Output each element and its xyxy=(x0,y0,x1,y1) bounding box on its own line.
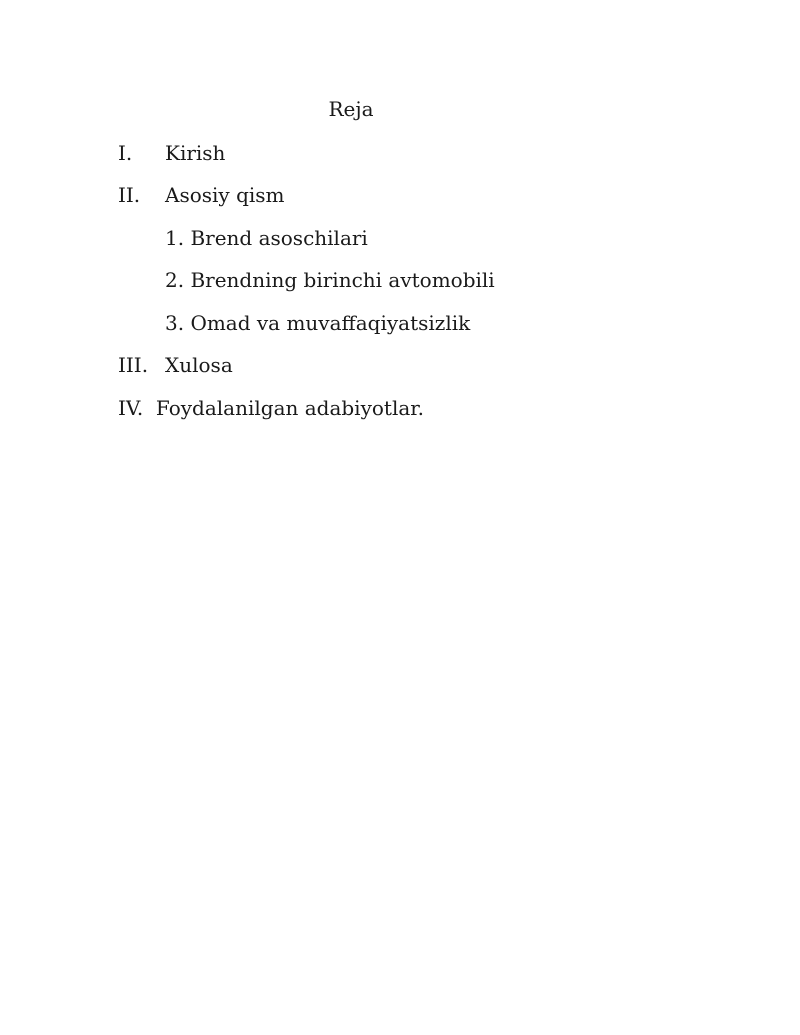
outline-numeral: II. xyxy=(118,183,141,207)
outline-numeral: III. xyxy=(118,353,149,377)
outline-item-4: IV. Foydalanilgan adabiyotlar. xyxy=(118,396,424,420)
outline-subitem-1: 1. Brend asoschilari xyxy=(165,226,368,250)
outline-subitem-2: 2. Brendning birinchi avtomobili xyxy=(165,268,495,292)
outline-numeral: I. xyxy=(118,141,133,165)
outline-text: Xulosa xyxy=(165,353,233,377)
outline-text: Asosiy qism xyxy=(165,183,285,207)
outline-subitem-3: 3. Omad va muvaffaqiyatsizlik xyxy=(165,311,471,335)
page-title: Reja xyxy=(328,97,374,121)
outline-text: Kirish xyxy=(165,141,226,165)
